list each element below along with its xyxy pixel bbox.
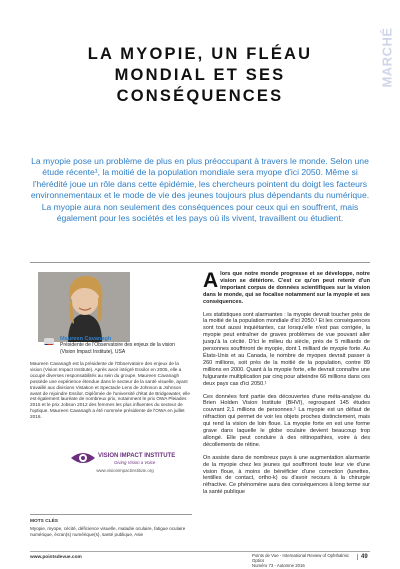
article-paragraph: On assiste dans de nombreux pays à une augmentation alarmante de la myopie chez les jeunes qui souffriront toute leur vie d'une vision floue, à moins de bénéficier d'une correction (lunettes, lentilles de contact, ortho-k) ou d'avoir recours à la chirurgie réfractive. Ce phénomène aura des conséquences à long terme sur la santé publique	[203, 454, 370, 496]
flag-icon	[44, 338, 54, 345]
section-divider	[30, 262, 370, 263]
article-paragraph: Ces données font partie des découvertes d'une méta-analyse du Brien Holden Vision Institute (BHVI), regroupant 145 études couvrant 2,1 millions de personnes.¹ La myopie est un défaut de réfraction qui permet de voir les objets proches distinctement, mais qui rend la vision de loin floue. La myopie forte en est une forme grave dans laquelle le globe oculaire devient beaucoup trop allongé. Elle peut conduire à des rétinopathies, voire à des décollements de rétine.	[203, 393, 370, 448]
drop-cap: A	[203, 269, 219, 292]
lead-paragraph: La myopie pose un problème de plus en plus préoccupant à travers le monde. Selon une étude récente¹, la moitié de la population mondiale sera myope d'ici 2050. Même si l'hérédité joue un rôle dans cette épidémie, les chercheurs pointent du doigt les facteurs environnementaux et le mode de vie des jeunes toujours plus dépendants du numérique. La myopie aura non seulement des conséquences pour ceux qui en souffrent, mais également pour les sociétés et les pays où ils vivent, travaillent ou étudient.	[30, 156, 370, 224]
footer-issue: Numéro 73 - Automne 2016	[252, 563, 305, 569]
author-photo	[38, 272, 130, 342]
keywords-text: Myopie, myope, cécité, déficience visuelle, maladie oculaire, fatigue oculaire numérique, écran(s) numérique(s), santé publique, Asie	[30, 525, 186, 537]
portrait-image	[38, 272, 130, 342]
logo-tagline: Giving Vision a Voice	[114, 460, 156, 465]
article-body	[203, 271, 370, 502]
footer-journal-title: Points de Vue - International Review of Ophthalmic Optics	[252, 553, 350, 564]
author-caption	[60, 336, 188, 355]
footer-journal	[252, 553, 352, 569]
page-title: LA MYOPIE, UN FLÉAU MONDIAL ET SES CONSÉQUENCES	[87, 45, 313, 105]
author-bio: Maureen Cavanagh est la présidente de l'Observatoire des enjeux de la vision (Vision Impact Institute). Après avoir intégré Essilor en 2005, elle a occupé diverses responsabilités au sein du groupe. Maureen Cavanagh possède une expérience étendue dans le secteur de la santé visuelle, ayant travaillé aux divisions Vistakon et Spectacle Lens de Johnson & Johnson avant de rejoindre Essilor. Diplômée de l'université d'état de Bridgewater, elle est également lauréate de nombreux prix, notamment le prix OWA Pleiades 2015 et le prix Jobson 2012 des femmes les plus influentes du secteur de l'optique. Maureen Cavanagh a été nommée présidente de l'OWA en juillet 2016.	[30, 361, 190, 420]
vision-impact-logo	[70, 449, 180, 475]
logo-url: www.visionimpactinstitute.org	[96, 468, 154, 473]
logo-name: VISION IMPACT INSTITUTE	[98, 453, 176, 459]
article-intro-text: lors que notre monde progresse et se développe, notre vision se détériore. C'est ce qu'on peut retenir d'un important corpus de données scientifiques sur la vision dans le monde, qui se focalise notamment sur la myopie et ses conséquences.	[203, 271, 370, 305]
author-name: Maureen Cavanagh	[60, 336, 112, 342]
keywords-box	[30, 519, 195, 537]
section-tab-label: MARCHÉ	[379, 26, 395, 88]
author-role: Présidente de l'Observatoire des enjeux de la vision (Vision Impact Institute), USA	[60, 342, 175, 355]
article-paragraph: Les statistiques sont alarmantes : la myopie devrait toucher près de la moitié de la population mondiale d'ici 2050.¹ Et les conséquences sont tout aussi inquiétantes, car lorsqu'elle n'est pas corrigée, la myopie peut entraîner de graves problèmes de vue pouvant aller jusqu'à la cécité. D'ici le milieu du siècle, près de 5 milliards de personnes souffriront de myopie, dont 1 milliard de myopie forte. Au États-Unis et au Canada, le nombre de myopes devrait passer à 260 millions, soit près de la moitié de la population, contre 89 millions en 2000. Quant à la myopie forte, elle devrait connaître une fulgurante multiplication par cinq pour atteindre 66 millions dans ces deux pays cas d'ici 2050.¹	[203, 311, 370, 387]
footer-divider	[30, 551, 370, 552]
eye-logo-icon	[70, 450, 96, 466]
keywords-heading: MOTS CLÉS	[30, 519, 58, 524]
footer-website: www.pointsdevue.com	[30, 555, 82, 560]
page-number: 49	[357, 554, 368, 560]
article-intro	[203, 271, 370, 306]
section-tab	[374, 22, 400, 92]
keywords-divider	[30, 514, 192, 515]
